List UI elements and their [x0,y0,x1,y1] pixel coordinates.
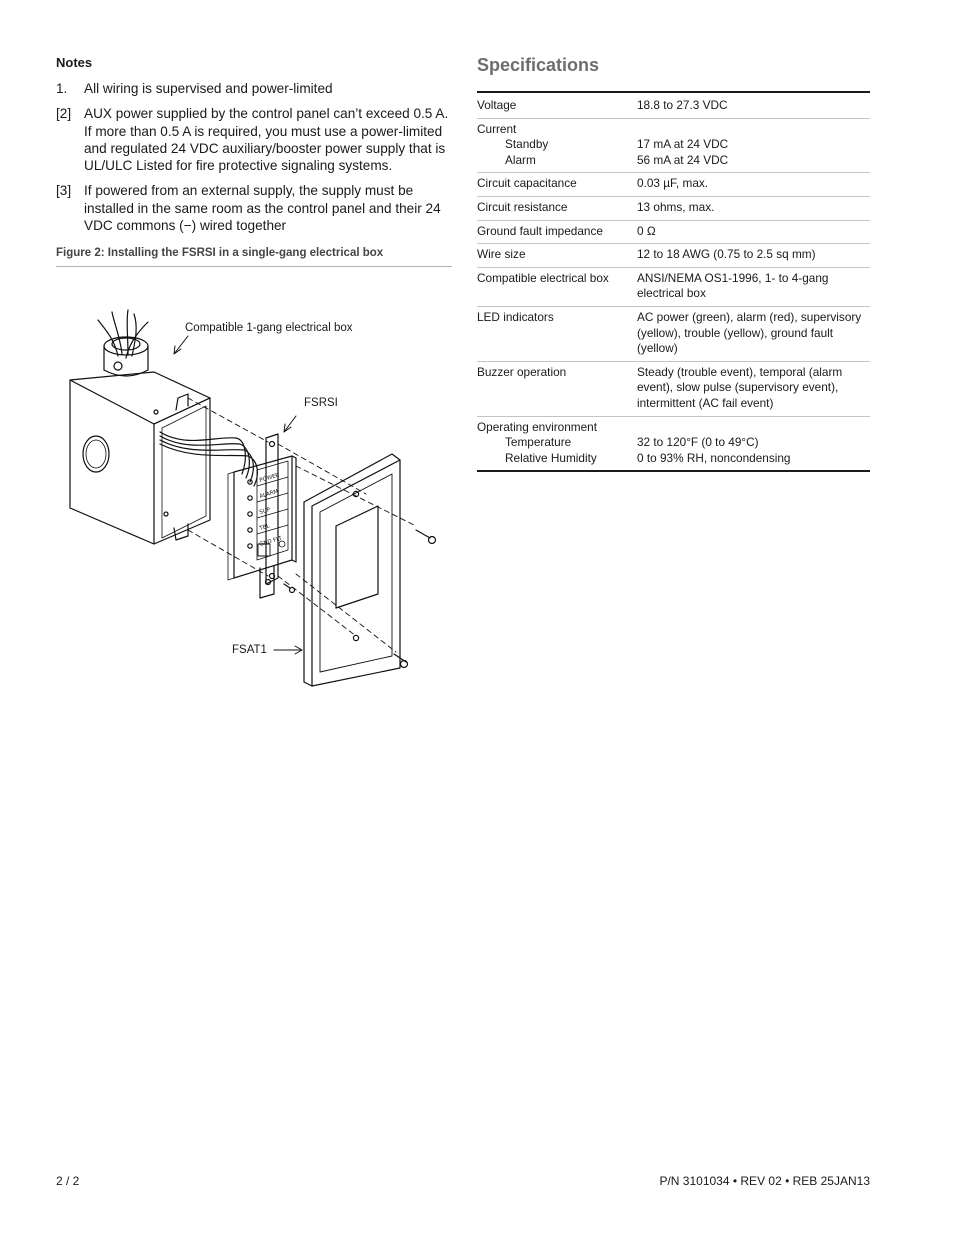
spec-row-resistance [477,196,870,220]
spec-value: 0 Ω [637,220,870,244]
specifications-table [477,91,870,472]
screws [266,530,436,668]
label-electrical-box: Compatible 1-gang electrical box [185,322,353,334]
installation-diagram [56,298,452,688]
spec-row-buzzer [477,361,870,416]
note-item [56,182,452,234]
spec-subvalue: 32 to 120°F (0 to 49°C) [637,435,759,450]
spec-label: Wire size [477,244,637,268]
spec-row-wire-size [477,244,870,268]
device-wires [160,432,257,486]
led-label-tbl: TBL [258,523,271,532]
spec-sublabel: Temperature [505,435,572,450]
led-labels [258,472,284,547]
note-item [56,105,452,174]
spec-label: Ground fault impedance [477,220,637,244]
led-label-gnd-flt: GND FLT [258,535,283,548]
guide-lines [188,398,416,652]
spec-row-current [477,118,870,173]
led-label-power: POWER [258,472,281,484]
spec-subvalue: 0 to 93% RH, noncondensing [637,450,791,465]
notes-list [56,80,452,234]
spec-sublabel: Standby [505,137,549,152]
spec-row-ground-fault [477,220,870,244]
spec-value: 13 ohms, max. [637,196,870,220]
notes-section [56,55,452,267]
spec-label-main: Operating environment [477,419,598,434]
spec-label: Circuit capacitance [477,173,637,197]
spec-row-led-indicators [477,306,870,361]
label-fsat1: FSAT1 [232,644,267,656]
spec-row-electrical-box [477,267,870,306]
spec-subvalue: 17 mA at 24 VDC [637,137,729,152]
spec-row-voltage [477,92,870,118]
spec-label: Buzzer operation [477,361,637,416]
spec-label [477,118,637,173]
note-marker: 1. [56,81,68,96]
spec-label: Voltage [477,98,517,112]
led-label-sup: SUP [258,507,271,516]
spec-subvalue: 56 mA at 24 VDC [637,152,729,167]
note-marker: [3] [56,183,72,199]
spec-value [637,118,870,173]
note-text: All wiring is supervised and power-limited [84,81,333,96]
label-fsrsi: FSRSI [304,397,338,409]
spec-label [477,416,637,471]
note-marker: [2] [56,106,72,122]
spec-row-capacitance [477,173,870,197]
notes-heading: Notes [56,55,93,70]
spec-value: ANSI/NEMA OS1-1996, 1- to 4-gang electrical box [637,267,870,306]
led-label-alarm: ALARM [258,488,280,500]
electrical-box [70,372,210,544]
device-bracket [260,566,274,598]
spec-sublabel: Alarm [505,152,536,167]
part-number: P/N 3101034 • REV 02 • REB 25JAN13 [659,1174,870,1188]
spec-value [637,416,870,471]
spec-label-main: Current [477,121,517,136]
label-arrows [174,336,302,654]
spec-label: Circuit resistance [477,196,637,220]
spec-row-environment [477,416,870,471]
spec-value: 18.8 to 27.3 VDC [637,98,728,112]
fsat1-wallplate [304,454,400,686]
spec-sublabel: Relative Humidity [505,450,597,465]
page-number: 2 / 2 [56,1174,80,1188]
installation-figure [56,298,452,688]
spec-value: Steady (trouble event), temporal (alarm event), slow pulse (supervisory event), intermittent (AC fail event) [637,361,870,416]
note-text: If powered from an external supply, the supply must be installed in the same room as the control panel and their 24 VDC commons (−) wired together [84,183,441,234]
spec-value: 0.03 µF, max. [637,173,870,197]
figure-caption: Figure 2: Installing the FSRSI in a single-gang electrical box [56,247,452,267]
incoming-wires [98,310,148,358]
specifications-title: Specifications [477,55,600,75]
note-text: AUX power supplied by the control panel can’t exceed 0.5 A. If more than 0.5 A is required, you must use a power-limited and regulated 24 VDC auxiliary/booster power supply that is UL/ULC Listed for fire protective signaling systems. [84,106,449,174]
specifications-section [477,55,870,472]
spec-value: 12 to 18 AWG (0.75 to 2.5 sq mm) [637,244,870,268]
spec-label: Compatible electrical box [477,267,637,306]
spec-label: LED indicators [477,306,637,361]
note-item [56,80,452,97]
spec-value: AC power (green), alarm (red), supervisory (yellow), trouble (yellow), ground fault (yellow) [637,306,870,361]
